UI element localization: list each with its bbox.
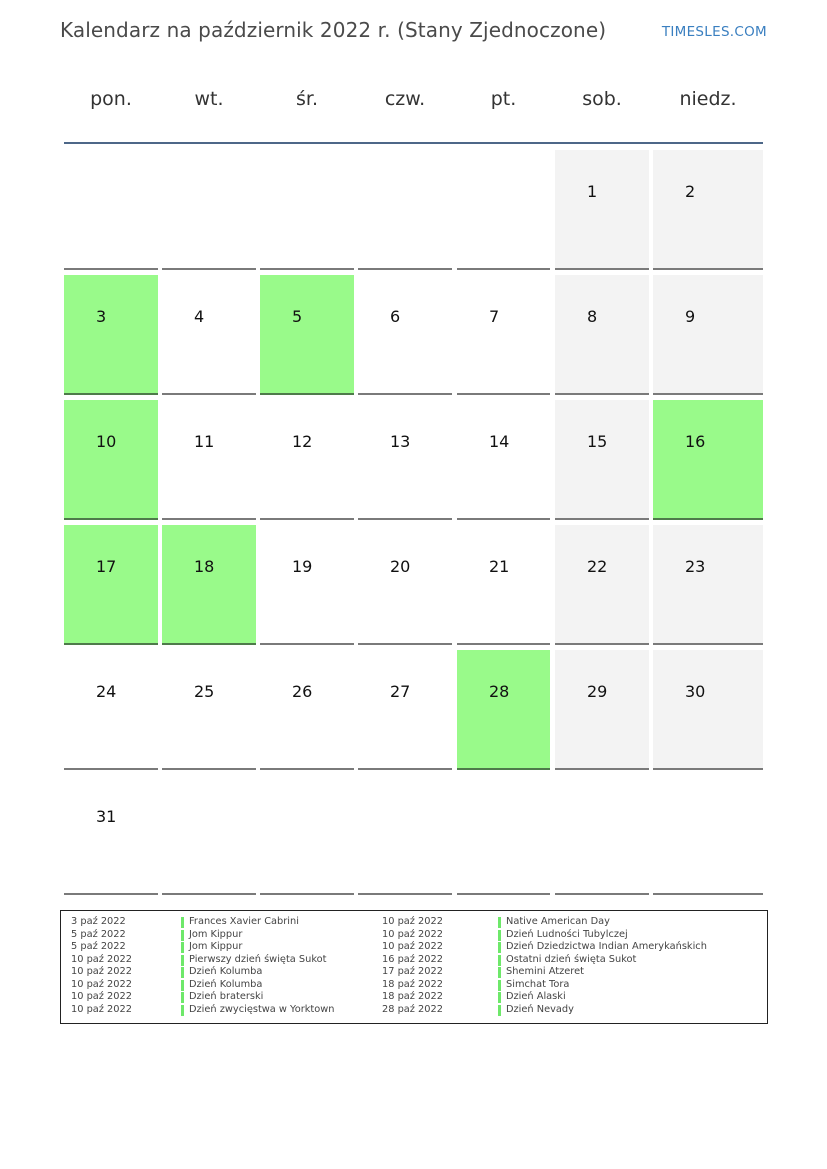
day-number: 14 [489, 432, 510, 451]
day-cell[interactable] [64, 525, 158, 645]
legend-date: 10 paź 2022 [71, 991, 132, 1002]
legend-color-marker [498, 1005, 501, 1016]
empty-cell [358, 150, 452, 270]
empty-cell [260, 775, 354, 895]
legend-date: 16 paź 2022 [382, 953, 443, 965]
legend-date: 28 paź 2022 [382, 1003, 443, 1015]
legend-date: 18 paź 2022 [382, 978, 443, 990]
day-cell[interactable] [653, 150, 763, 270]
empty-cell [358, 775, 452, 895]
empty-cell [260, 150, 354, 270]
day-cell[interactable] [358, 525, 452, 645]
day-cell[interactable] [64, 650, 158, 770]
header-divider [64, 142, 763, 144]
day-number: 12 [292, 432, 313, 451]
empty-cell [162, 775, 256, 895]
legend-date: 10 paź 2022 [382, 941, 443, 952]
legend-date: 10 paź 2022 [71, 1003, 132, 1015]
legend-date: 18 paź 2022 [382, 991, 443, 1002]
legend-holiday-name: Dzień Kolumba [189, 978, 263, 990]
day-number: 29 [587, 682, 608, 701]
empty-cell [457, 150, 550, 270]
page-title: Kalendarz na październik 2022 r. (Stany Zjednoczone) [60, 18, 607, 42]
brand-link[interactable]: TIMESLES.COM [661, 24, 767, 40]
day-number: 26 [292, 682, 313, 701]
day-number: 10 [96, 432, 117, 451]
day-number: 18 [194, 557, 215, 576]
legend-date: 10 paź 2022 [71, 966, 132, 977]
weekday-label: niedz. [679, 88, 737, 110]
weekday-label: czw. [384, 88, 426, 110]
day-cell[interactable] [260, 650, 354, 770]
weekday-header [64, 88, 763, 120]
day-cell[interactable] [653, 525, 763, 645]
legend-color-marker [498, 930, 501, 941]
day-number: 23 [685, 557, 706, 576]
legend-color-marker [498, 942, 501, 953]
day-number: 5 [292, 307, 303, 326]
legend-holiday-name: Dzień zwycięstwa w Yorktown [189, 1003, 335, 1015]
day-number: 22 [587, 557, 608, 576]
legend-color-marker [181, 980, 184, 991]
legend-holiday-name: Dzień Alaski [506, 991, 566, 1002]
day-cell[interactable] [64, 775, 158, 895]
weekday-label: sob. [582, 88, 622, 110]
day-cell[interactable] [358, 650, 452, 770]
empty-cell [457, 775, 550, 895]
legend-date: 5 paź 2022 [71, 928, 126, 940]
day-number: 11 [194, 432, 215, 451]
day-number: 25 [194, 682, 215, 701]
weekday-label: pon. [90, 88, 132, 110]
legend-color-marker [181, 967, 184, 978]
day-cell[interactable] [64, 400, 158, 520]
legend-color-marker [181, 917, 184, 928]
legend-color-marker [181, 942, 184, 953]
empty-cell [64, 150, 158, 270]
legend-holiday-name: Jom Kippur [189, 928, 243, 940]
day-number: 21 [489, 557, 510, 576]
legend-color-marker [181, 1005, 184, 1016]
legend-date: 5 paź 2022 [71, 941, 126, 952]
legend-holiday-name: Frances Xavier Cabrini [189, 916, 299, 927]
day-number: 13 [390, 432, 411, 451]
legend-color-marker [181, 992, 184, 1003]
legend-color-marker [498, 992, 501, 1003]
day-cell[interactable] [457, 525, 550, 645]
day-number: 20 [390, 557, 411, 576]
day-number: 27 [390, 682, 411, 701]
legend-holiday-name: Shemini Atzeret [506, 966, 584, 977]
day-cell[interactable] [64, 275, 158, 395]
legend-holiday-name: Dzień Ludności Tubylczej [506, 928, 628, 940]
day-number: 9 [685, 307, 696, 326]
empty-cell [555, 775, 649, 895]
day-number: 8 [587, 307, 598, 326]
legend-holiday-name: Native American Day [506, 916, 610, 927]
legend-date: 10 paź 2022 [71, 978, 132, 990]
legend-color-marker [498, 980, 501, 991]
day-cell[interactable] [260, 525, 354, 645]
day-number: 4 [194, 307, 205, 326]
legend-color-marker [498, 967, 501, 978]
day-number: 2 [685, 182, 696, 201]
legend-date: 10 paź 2022 [71, 953, 132, 965]
day-cell[interactable] [260, 400, 354, 520]
day-cell[interactable] [555, 400, 649, 520]
legend-date: 3 paź 2022 [71, 916, 126, 927]
legend-color-marker [498, 917, 501, 928]
day-cell[interactable] [162, 400, 256, 520]
day-cell[interactable] [260, 275, 354, 395]
day-cell[interactable] [555, 650, 649, 770]
day-number: 6 [390, 307, 401, 326]
legend-holiday-name: Simchat Tora [506, 978, 570, 990]
day-number: 17 [96, 557, 117, 576]
legend-date: 10 paź 2022 [382, 928, 443, 940]
day-cell[interactable] [457, 275, 550, 395]
legend-holiday-name: Dzień Kolumba [189, 966, 263, 977]
day-number: 19 [292, 557, 313, 576]
day-number: 15 [587, 432, 608, 451]
day-cell[interactable] [162, 275, 256, 395]
day-number: 24 [96, 682, 117, 701]
legend-holiday-name: Pierwszy dzień święta Sukot [189, 953, 327, 965]
day-number: 31 [96, 807, 117, 826]
day-cell[interactable] [358, 400, 452, 520]
weekday-label: śr. [295, 88, 318, 110]
legend-color-marker [181, 955, 184, 966]
day-cell[interactable] [162, 650, 256, 770]
day-cell[interactable] [653, 650, 763, 770]
weekday-label: wt. [194, 88, 224, 110]
day-number: 28 [489, 682, 510, 701]
legend-color-marker [181, 930, 184, 941]
legend-date: 10 paź 2022 [382, 916, 443, 927]
day-number: 16 [685, 432, 706, 451]
day-cell[interactable] [555, 525, 649, 645]
day-number: 1 [587, 182, 598, 201]
legend-holiday-name: Dzień braterski [189, 991, 264, 1002]
day-cell[interactable] [653, 275, 763, 395]
day-cell[interactable] [555, 150, 649, 270]
legend-color-marker [498, 955, 501, 966]
empty-cell [162, 150, 256, 270]
legend-holiday-name: Ostatni dzień święta Sukot [506, 953, 637, 965]
legend-holiday-name: Dzień Dziedzictwa Indian Amerykańskich [506, 941, 707, 952]
weekday-label: pt. [490, 88, 517, 110]
day-cell[interactable] [555, 275, 649, 395]
day-cell[interactable] [358, 275, 452, 395]
holiday-legend [60, 910, 768, 1024]
day-number: 30 [685, 682, 706, 701]
day-cell[interactable] [457, 400, 550, 520]
day-cell[interactable] [162, 525, 256, 645]
empty-cell [653, 775, 763, 895]
legend-holiday-name: Dzień Nevady [506, 1003, 574, 1015]
day-number: 3 [96, 307, 107, 326]
legend-holiday-name: Jom Kippur [189, 941, 243, 952]
day-cell[interactable] [653, 400, 763, 520]
day-cell[interactable] [457, 650, 550, 770]
legend-date: 17 paź 2022 [382, 966, 443, 977]
day-number: 7 [489, 307, 500, 326]
